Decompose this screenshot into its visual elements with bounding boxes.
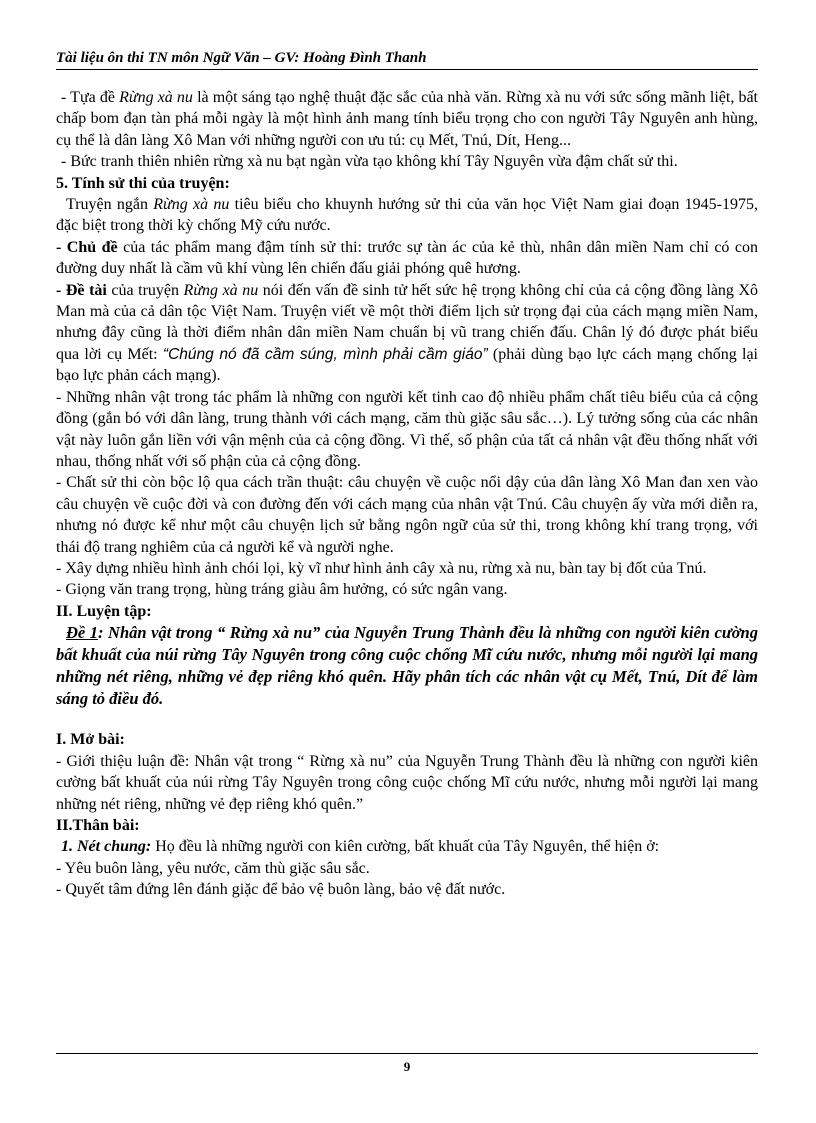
spacer: [56, 709, 758, 729]
text: Truyện ngắn: [66, 196, 154, 214]
text: là một sáng tạo nghệ thuật đặc sắc của nhà văn. Rừng xà nu với sức sống mãnh liệt, bất chấp bom đạn tàn phá mỗi ngày là một hình ảnh mang tính biểu trọng cho con người Tây Nguyên anh hùng, cụ thể là dân làng Xô Man với những người con ưu tú: cụ Mết, Tnú, Dít, Heng...: [56, 89, 759, 149]
paragraph: [56, 836, 758, 857]
text: tiêu biểu cho khuynh hướng sử thi của văn học Việt Nam giai đoạn 1945-1975, đặc biệt trong thời kỳ chống Mỹ cứu nước.: [56, 196, 759, 235]
work-title: Rừng xà nu: [183, 281, 259, 299]
paragraph: [56, 87, 758, 151]
header-rule: [56, 69, 758, 70]
bold-label: Chủ đề: [66, 238, 118, 256]
section-heading: II. Luyện tập:: [56, 602, 152, 620]
text: Họ đều là những người con kiên cường, bất khuất của Tây Nguyên, thể hiện ở:: [151, 838, 660, 856]
text: nói đến vấn đề sinh tử hết sức hệ trọng không chỉ của cả cộng đồng làng Xô Man mà của cả dân tộc Việt Nam. Truyện viết về một thời điểm lịch sử trọng đại của cách mạng miền Nam, nhưng đây cũng là thời điểm nhân dân miền Nam chuẩn bị vũ trang chiến đấu. Chân lý đó được phát biểu qua lời cụ Mết:: [56, 281, 759, 363]
page-header: Tài liệu ôn thi TN môn Ngữ Văn – GV: Hoàng Đình Thanh: [56, 50, 427, 66]
paragraph: - Xây dựng nhiều hình ảnh chói lọi, kỳ vĩ như hình ảnh cây xà nu, rừng xà nu, bàn tay bị đốt của Tnú.: [56, 559, 707, 577]
text: (phải dùng bạo lực cách mạng chống lại bạo lực phản cách mạng).: [56, 345, 759, 385]
bold-italic-label: 1. Nét chung:: [61, 838, 152, 856]
bold-label: Đề tài: [65, 281, 107, 299]
paragraph: - Chất sử thi còn bộc lộ qua cách trần thuật: câu chuyện về cuộc nổi dậy của dân làng Xô Man đan xen vào câu chuyện về cuộc đời và con đường đến với cách mạng của nhân vật Tnú. Câu chuyện ấy vừa mới diễn ra, nhưng nó được kể như một câu chuyện lịch sử bằng ngôn ngữ của sử thi, trong không khí trang trọng, với thái độ trang nghiêm của cả người kể và người nghe.: [56, 474, 758, 556]
bullet-dash: -: [56, 238, 67, 256]
work-title: Rừng xà nu: [153, 196, 230, 214]
text: của truyện: [106, 281, 184, 299]
bullet-dash: -: [56, 281, 66, 299]
section-heading: II.Thân bài:: [56, 816, 140, 834]
text: của tác phẩm mang đậm tính sử thi: trước sự tàn ác của kẻ thù, nhân dân miền Nam chỉ có con đường duy nhất là cầm vũ khí vùng lên chiến đấu giải phóng quê hương.: [56, 238, 758, 278]
paragraph: - Những nhân vật trong tác phẩm là những con người kết tinh cao độ nhiều phẩm chất tiêu biểu của cả cộng đồng (gắn bó với dân làng, trung thành với cách mạng, căm thù giặc sâu sắc…). Lý tưởng sống của các nhân vật này luôn gắn liền với vận mệnh của cả cộng đồng. Vì thế, số phận của tất cả nhân vật đều thống nhất với nhau, thống nhất với số phận của cả cộng đồng.: [56, 388, 758, 470]
essay-prompt: [56, 622, 758, 709]
paragraph: [56, 194, 758, 237]
text: - Tựa đề: [61, 89, 120, 106]
paragraph: [56, 280, 758, 387]
section-heading: I. Mở bài:: [56, 731, 125, 749]
section-heading: 5. Tính sử thi của truyện:: [56, 174, 230, 192]
page-number: 9: [403, 1059, 411, 1074]
paragraph: - Quyết tâm đứng lên đánh giặc để bảo vệ buôn làng, bảo vệ đất nước.: [56, 881, 506, 899]
document-page: [56, 0, 758, 1123]
paragraph: - Giọng văn trang trọng, hùng tráng giàu âm hưởng, có sức ngân vang.: [56, 581, 508, 599]
document-body: [56, 87, 758, 901]
essay-text: : Nhân vật trong “ Rừng xà nu” của Nguyễn Trung Thành đều là những con người kiên cường bất khuất của núi rừng Tây Nguyên trong công cuộc chống Mĩ cứu nước, nhưng mỗi người lại mang những nét riêng, những vẻ đẹp riêng khó quên. Hãy phân tích các nhân vật cụ Mết, Tnú, Dít để làm sáng tỏ điều đó.: [56, 623, 758, 708]
paragraph: - Yêu buôn làng, yêu nước, căm thù giặc sâu sắc.: [56, 859, 370, 877]
essay-label: Đề 1: [66, 623, 99, 643]
footer-rule: [56, 1053, 758, 1054]
paragraph: - Giới thiệu luận đề: Nhân vật trong “ Rừng xà nu” của Nguyễn Trung Thành đều là những con người kiên cường bất khuất của núi rừng Tây Nguyên trong công cuộc chống Mĩ cứu nước, nhưng mỗi người lại mang những nét riêng, những vẻ đẹp riêng khó quên.”: [56, 752, 758, 813]
paragraph: - Bức tranh thiên nhiên rừng xà nu bạt ngàn vừa tạo không khí Tây Nguyên vừa đậm chất sử thi.: [61, 153, 678, 171]
paragraph: [56, 237, 758, 280]
work-title: Rừng xà nu: [119, 89, 193, 106]
quote: “Chúng nó đã cầm súng, mình phải cầm giáo”: [162, 345, 488, 363]
